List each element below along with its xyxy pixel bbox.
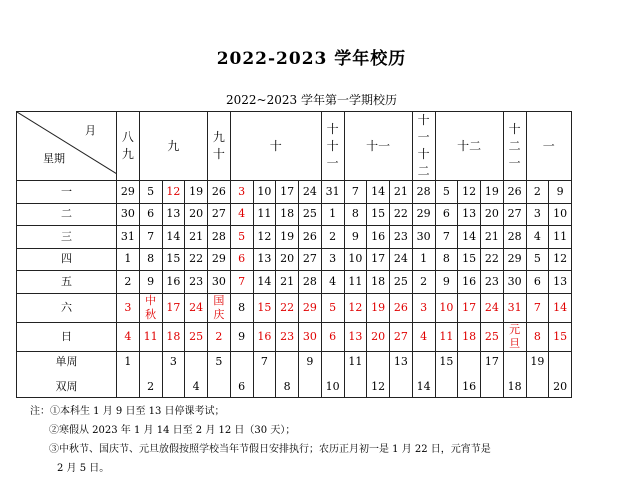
date-cell: 15 <box>458 248 481 271</box>
date-cell: 15 <box>162 248 185 271</box>
date-cell: 6 <box>139 203 162 226</box>
month-header <box>435 112 503 181</box>
date-cell: 2 <box>117 271 140 294</box>
date-cell: 16 <box>162 271 185 294</box>
date-cell: 7 <box>526 293 549 322</box>
note-line-3-cont <box>30 459 491 478</box>
date-cell: 15 <box>367 203 390 226</box>
date-cell: 4 <box>117 322 140 351</box>
week-number-cell <box>230 351 253 397</box>
date-cell: 14 <box>162 226 185 249</box>
note-text-3-cont: 2 月 5 日。 <box>57 463 110 474</box>
date-cell: 9 <box>549 181 572 204</box>
note-line-1 <box>30 402 491 421</box>
date-cell: 16 <box>253 322 276 351</box>
double-week-label: 双周 <box>55 379 78 393</box>
date-cell: 25 <box>390 271 413 294</box>
single-week-number: 7 <box>260 354 268 368</box>
date-cell: 24 <box>299 181 322 204</box>
note-text-3: ③中秋节、国庆节、元旦放假按照学校当年节假日安排执行；农历正月初一是 1 月 22 日，元宵节是 <box>49 444 491 455</box>
date-cell: 20 <box>367 322 390 351</box>
date-cell: 14 <box>549 293 572 322</box>
month-label: 十一 <box>417 113 430 144</box>
weekday-label: 日 <box>17 322 117 351</box>
date-cell: 18 <box>458 322 481 351</box>
date-cell: 23 <box>185 271 208 294</box>
weekday-row <box>17 271 572 294</box>
date-cell: 21 <box>276 271 299 294</box>
date-cell: 12 <box>162 181 185 204</box>
date-cell: 17 <box>162 293 185 322</box>
date-cell: 6 <box>526 271 549 294</box>
double-week-number: 10 <box>325 379 340 393</box>
week-number-cell <box>458 351 481 397</box>
date-cell: 7 <box>344 181 367 204</box>
month-header <box>526 112 572 181</box>
week-type-label <box>17 351 117 397</box>
date-cell: 14 <box>367 181 390 204</box>
date-cell: 10 <box>253 181 276 204</box>
single-week-number: 15 <box>439 354 454 368</box>
month-label: 十二 <box>457 138 482 153</box>
note-line-2 <box>30 421 491 440</box>
date-cell: 24 <box>390 248 413 271</box>
month-label: 九 <box>121 147 134 161</box>
date-cell: 30 <box>117 203 140 226</box>
week-number-row <box>17 351 572 397</box>
note-prefix: 注： <box>30 406 50 417</box>
date-cell: 2 <box>412 271 435 294</box>
date-cell: 31 <box>321 181 344 204</box>
date-cell: 18 <box>162 322 185 351</box>
date-cell: 30 <box>299 322 322 351</box>
date-cell: 29 <box>117 181 140 204</box>
date-cell: 11 <box>549 226 572 249</box>
date-cell: 14 <box>253 271 276 294</box>
date-cell: 5 <box>435 181 458 204</box>
weekday-label: 二 <box>17 203 117 226</box>
single-week-label: 单周 <box>55 354 78 368</box>
date-cell: 13 <box>162 203 185 226</box>
single-week-number: 5 <box>215 354 223 368</box>
week-number-cell <box>321 351 344 397</box>
week-number-cell <box>435 351 458 397</box>
date-cell: 11 <box>253 203 276 226</box>
weekday-label: 四 <box>17 248 117 271</box>
date-cell: 4 <box>412 322 435 351</box>
date-cell: 2 <box>526 181 549 204</box>
date-cell: 16 <box>367 226 390 249</box>
date-cell: 5 <box>139 181 162 204</box>
week-number-cell <box>412 351 435 397</box>
date-cell: 28 <box>208 226 231 249</box>
date-cell: 10 <box>435 293 458 322</box>
date-cell: 4 <box>526 226 549 249</box>
date-cell: 26 <box>299 226 322 249</box>
double-week-number: 14 <box>416 379 431 393</box>
date-cell: 9 <box>435 271 458 294</box>
month-label: 九 <box>167 138 180 153</box>
date-cell: 29 <box>208 248 231 271</box>
date-cell: 22 <box>276 293 299 322</box>
month-header <box>230 112 321 181</box>
date-cell: 28 <box>299 271 322 294</box>
single-week-number: 3 <box>169 354 177 368</box>
date-cell: 8 <box>435 248 458 271</box>
date-cell: 15 <box>549 322 572 351</box>
month-label: 一 <box>508 155 521 170</box>
date-cell: 30 <box>503 271 526 294</box>
date-cell: 9 <box>344 226 367 249</box>
date-cell: 31 <box>117 226 140 249</box>
table-title: 2022~2023 学年第一学期校历 <box>226 93 397 107</box>
date-cell: 12 <box>253 226 276 249</box>
date-cell: 19 <box>276 226 299 249</box>
header-row <box>17 112 572 181</box>
date-cell: 4 <box>230 203 253 226</box>
date-cell: 24 <box>481 293 504 322</box>
date-cell: 6 <box>435 203 458 226</box>
double-week-number: 20 <box>553 379 568 393</box>
month-label: 一 <box>542 138 555 153</box>
weekday-row <box>17 181 572 204</box>
date-cell: 10 <box>344 248 367 271</box>
date-cell: 13 <box>549 271 572 294</box>
date-cell: 27 <box>208 203 231 226</box>
date-cell: 23 <box>390 226 413 249</box>
date-cell: 3 <box>117 293 140 322</box>
weekday-row <box>17 322 572 351</box>
date-cell: 11 <box>435 322 458 351</box>
week-number-cell <box>185 351 208 397</box>
corner-month-label: 月 <box>85 124 96 137</box>
note-line-3 <box>30 440 491 459</box>
date-cell: 21 <box>481 226 504 249</box>
week-number-cell <box>367 351 390 397</box>
single-week-number: 1 <box>124 354 132 368</box>
corner-week-label: 星期 <box>43 152 65 165</box>
date-cell: 7 <box>435 226 458 249</box>
date-cell: 22 <box>390 203 413 226</box>
single-week-number: 13 <box>393 354 408 368</box>
date-cell: 18 <box>367 271 390 294</box>
date-cell: 21 <box>390 181 413 204</box>
date-cell: 19 <box>185 181 208 204</box>
double-week-number: 16 <box>462 379 477 393</box>
date-cell: 2 <box>321 226 344 249</box>
week-number-cell <box>344 351 367 397</box>
date-cell: 11 <box>139 322 162 351</box>
weekday-row <box>17 226 572 249</box>
date-cell: 29 <box>412 203 435 226</box>
date-cell: 25 <box>299 203 322 226</box>
date-cell: 11 <box>344 271 367 294</box>
month-header <box>208 112 231 181</box>
week-number-cell <box>503 351 526 397</box>
date-cell: 8 <box>344 203 367 226</box>
month-header <box>139 112 207 181</box>
date-cell: 13 <box>344 322 367 351</box>
date-cell: 17 <box>276 181 299 204</box>
date-cell: 9 <box>139 271 162 294</box>
date-cell: 13 <box>253 248 276 271</box>
week-number-cell <box>299 351 322 397</box>
date-cell: 16 <box>458 271 481 294</box>
date-cell: 3 <box>230 181 253 204</box>
single-week-number: 19 <box>530 354 545 368</box>
corner-diagonal <box>17 112 117 174</box>
date-cell: 3 <box>412 293 435 322</box>
date-cell: 26 <box>503 181 526 204</box>
week-number-cell <box>117 351 140 397</box>
date-cell: 30 <box>412 226 435 249</box>
week-number-cell <box>276 351 299 397</box>
date-cell: 30 <box>208 271 231 294</box>
date-cell: 24 <box>185 293 208 322</box>
date-cell: 25 <box>481 322 504 351</box>
month-label: 八 <box>121 130 134 144</box>
date-cell: 19 <box>367 293 390 322</box>
date-cell: 5 <box>321 293 344 322</box>
date-cell: 29 <box>503 248 526 271</box>
double-week-number: 4 <box>192 379 200 393</box>
date-cell: 6 <box>321 322 344 351</box>
date-cell: 17 <box>458 293 481 322</box>
date-cell: 20 <box>481 203 504 226</box>
weekday-row <box>17 248 572 271</box>
double-week-number: 18 <box>507 379 522 393</box>
double-week-number: 2 <box>147 379 155 393</box>
corner-cell <box>17 112 117 181</box>
week-number-cell <box>139 351 162 397</box>
weekday-row <box>17 203 572 226</box>
note-text-1: ①本科生 1 月 9 日至 13 日停课考试； <box>50 406 225 417</box>
date-cell: 8 <box>230 293 253 322</box>
week-number-cell <box>208 351 231 397</box>
date-cell: 中秋 <box>139 293 162 322</box>
date-cell: 17 <box>367 248 390 271</box>
week-number-cell <box>390 351 413 397</box>
calendar-table <box>16 111 572 398</box>
date-cell: 4 <box>321 271 344 294</box>
month-label: 十二 <box>417 147 430 178</box>
date-cell: 12 <box>458 181 481 204</box>
date-cell: 18 <box>276 203 299 226</box>
month-label: 九 <box>212 130 225 144</box>
date-cell: 13 <box>458 203 481 226</box>
date-cell: 7 <box>230 271 253 294</box>
note-text-2: ②寒假从 2023 年 1 月 14 日至 2 月 12 日（30 天）； <box>49 425 296 436</box>
date-cell: 29 <box>299 293 322 322</box>
date-cell: 5 <box>230 226 253 249</box>
month-label: 十一 <box>366 138 391 153</box>
date-cell: 22 <box>185 248 208 271</box>
date-cell: 12 <box>549 248 572 271</box>
date-cell: 2 <box>208 322 231 351</box>
date-cell: 28 <box>503 226 526 249</box>
weekday-label: 一 <box>17 181 117 204</box>
single-week-number: 9 <box>306 354 314 368</box>
month-label: 十 <box>212 147 225 161</box>
date-cell: 1 <box>321 203 344 226</box>
date-cell: 23 <box>481 271 504 294</box>
date-cell: 21 <box>185 226 208 249</box>
date-cell: 9 <box>230 322 253 351</box>
page-title: 2022-2023 学年校历 <box>216 49 407 69</box>
week-number-cell <box>481 351 504 397</box>
date-cell: 27 <box>503 203 526 226</box>
diagonal-line <box>17 112 117 174</box>
month-header <box>344 112 412 181</box>
weekday-label: 六 <box>17 293 117 322</box>
date-cell: 27 <box>390 322 413 351</box>
date-cell: 3 <box>526 203 549 226</box>
double-week-number: 6 <box>238 379 246 393</box>
date-cell: 6 <box>230 248 253 271</box>
date-cell: 23 <box>276 322 299 351</box>
date-cell: 26 <box>390 293 413 322</box>
week-number-cell <box>549 351 572 397</box>
date-cell: 5 <box>526 248 549 271</box>
date-cell: 8 <box>139 248 162 271</box>
date-cell: 1 <box>117 248 140 271</box>
date-cell: 25 <box>185 322 208 351</box>
month-header <box>321 112 344 181</box>
weekday-label: 三 <box>17 226 117 249</box>
week-number-cell <box>253 351 276 397</box>
date-cell: 28 <box>412 181 435 204</box>
weekday-label: 五 <box>17 271 117 294</box>
date-cell: 8 <box>526 322 549 351</box>
date-cell: 20 <box>185 203 208 226</box>
double-week-number: 8 <box>283 379 291 393</box>
single-week-number: 11 <box>348 354 363 368</box>
month-label: 十一 <box>326 138 339 170</box>
month-header <box>412 112 435 181</box>
date-cell: 26 <box>208 181 231 204</box>
week-number-cell <box>526 351 549 397</box>
date-cell: 31 <box>503 293 526 322</box>
month-header <box>503 112 526 181</box>
single-week-number: 17 <box>484 354 499 368</box>
date-cell: 国庆 <box>208 293 231 322</box>
date-cell: 15 <box>253 293 276 322</box>
month-header <box>117 112 140 181</box>
date-cell: 12 <box>344 293 367 322</box>
date-cell: 20 <box>276 248 299 271</box>
date-cell: 1 <box>412 248 435 271</box>
weekday-row <box>17 293 572 322</box>
date-cell: 10 <box>549 203 572 226</box>
month-label: 十二 <box>508 121 521 153</box>
date-cell: 22 <box>481 248 504 271</box>
date-cell: 元旦 <box>503 322 526 351</box>
date-cell: 19 <box>481 181 504 204</box>
notes <box>30 402 491 478</box>
date-cell: 7 <box>139 226 162 249</box>
month-label: 十 <box>326 121 339 136</box>
date-cell: 27 <box>299 248 322 271</box>
date-cell: 14 <box>458 226 481 249</box>
double-week-number: 12 <box>371 379 386 393</box>
week-number-cell <box>162 351 185 397</box>
date-cell: 3 <box>321 248 344 271</box>
month-label: 十 <box>269 138 282 153</box>
